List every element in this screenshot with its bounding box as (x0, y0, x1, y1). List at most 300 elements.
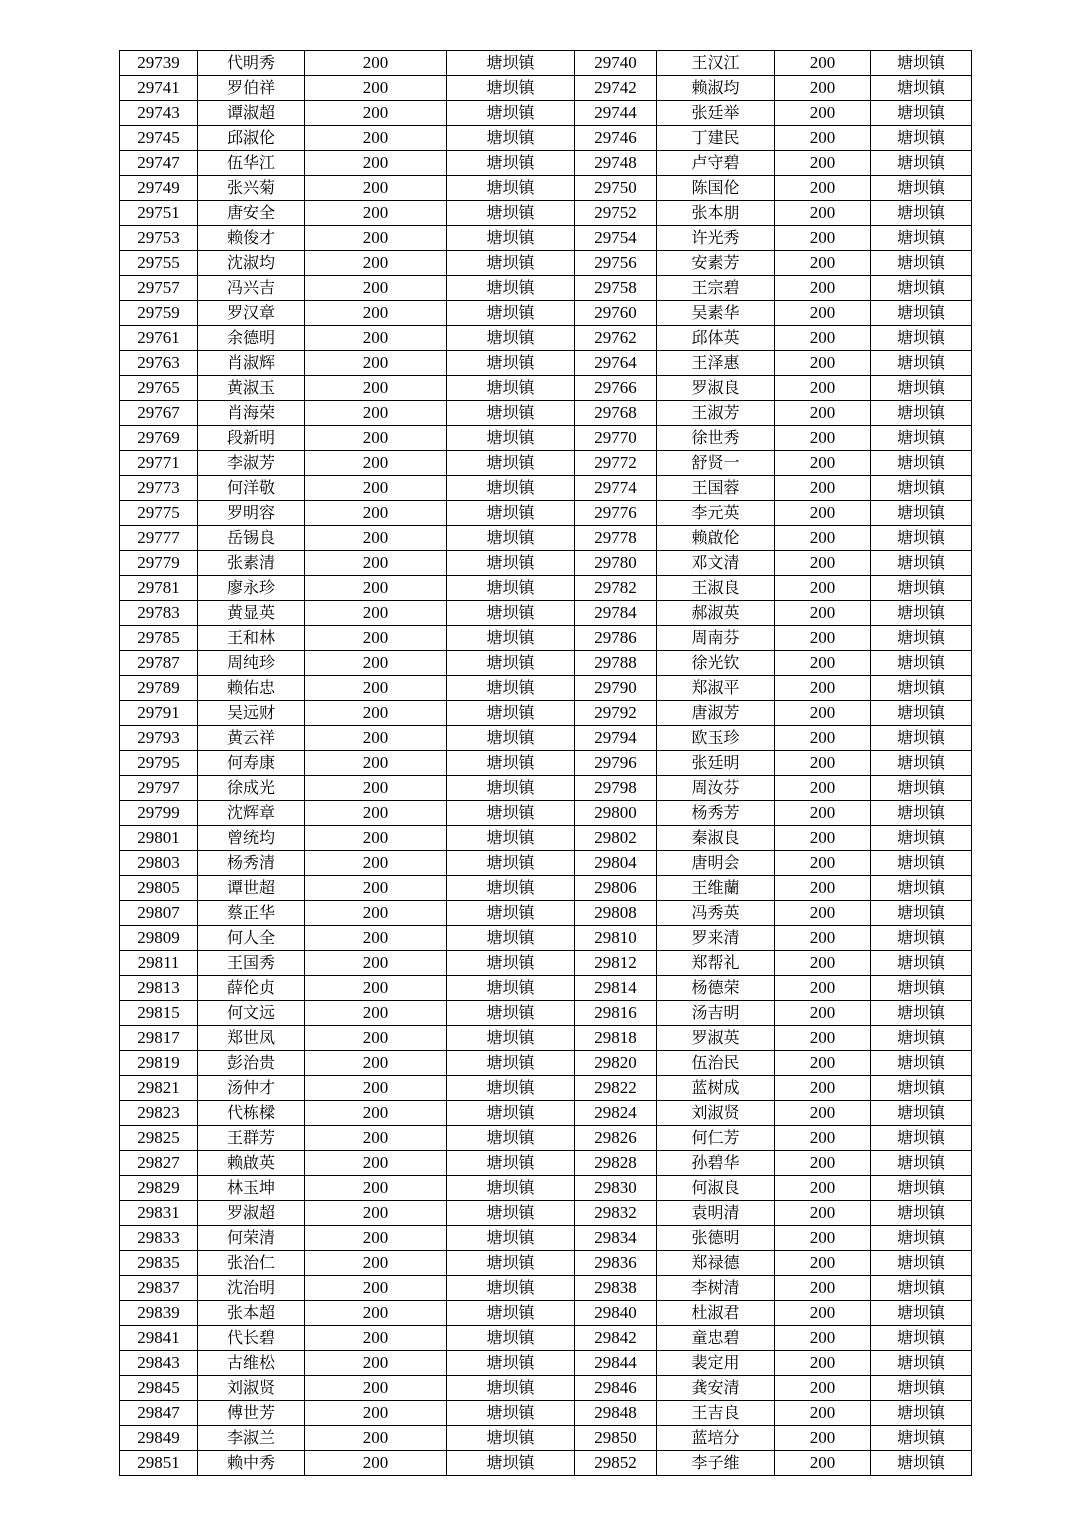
record-id-cell: 29767 (120, 401, 198, 426)
town-name-cell: 塘坝镇 (447, 1251, 575, 1276)
town-name-cell: 塘坝镇 (447, 926, 575, 951)
subsidy-amount-cell: 200 (775, 776, 871, 801)
record-id-cell: 29759 (120, 301, 198, 326)
record-id-cell: 29740 (575, 51, 657, 76)
subsidy-amount-cell: 200 (305, 1401, 447, 1426)
person-name-cell: 卢守碧 (657, 151, 775, 176)
person-name-cell: 孙碧华 (657, 1151, 775, 1176)
person-name-cell: 王维蘭 (657, 876, 775, 901)
table-row (120, 826, 972, 851)
record-id-cell: 29751 (120, 201, 198, 226)
subsidy-amount-cell: 200 (775, 51, 871, 76)
town-name-cell: 塘坝镇 (871, 76, 972, 101)
person-name-cell: 张兴菊 (198, 176, 305, 201)
town-name-cell: 塘坝镇 (447, 301, 575, 326)
record-id-cell: 29757 (120, 276, 198, 301)
subsidy-amount-cell: 200 (775, 1126, 871, 1151)
subsidy-amount-cell: 200 (775, 426, 871, 451)
person-name-cell: 杨秀清 (198, 851, 305, 876)
record-id-cell: 29748 (575, 151, 657, 176)
person-name-cell: 童忠碧 (657, 1326, 775, 1351)
town-name-cell: 塘坝镇 (871, 1051, 972, 1076)
subsidy-amount-cell: 200 (305, 1351, 447, 1376)
person-name-cell: 唐明会 (657, 851, 775, 876)
person-name-cell: 徐成光 (198, 776, 305, 801)
table-row (120, 226, 972, 251)
subsidy-amount-cell: 200 (305, 501, 447, 526)
town-name-cell: 塘坝镇 (447, 976, 575, 1001)
subsidy-amount-cell: 200 (305, 1051, 447, 1076)
person-name-cell: 汤仲才 (198, 1076, 305, 1101)
record-id-cell: 29753 (120, 226, 198, 251)
person-name-cell: 舒贤一 (657, 451, 775, 476)
subsidy-amount-cell: 200 (305, 726, 447, 751)
record-id-cell: 29776 (575, 501, 657, 526)
town-name-cell: 塘坝镇 (447, 1351, 575, 1376)
person-name-cell: 李元英 (657, 501, 775, 526)
record-id-cell: 29841 (120, 1326, 198, 1351)
table-row (120, 1151, 972, 1176)
town-name-cell: 塘坝镇 (871, 1251, 972, 1276)
table-row (120, 926, 972, 951)
person-name-cell: 蓝培分 (657, 1426, 775, 1451)
person-name-cell: 冯兴吉 (198, 276, 305, 301)
town-name-cell: 塘坝镇 (447, 426, 575, 451)
town-name-cell: 塘坝镇 (871, 426, 972, 451)
town-name-cell: 塘坝镇 (447, 776, 575, 801)
table-row (120, 1051, 972, 1076)
subsidy-amount-cell: 200 (775, 1026, 871, 1051)
town-name-cell: 塘坝镇 (447, 1451, 575, 1476)
town-name-cell: 塘坝镇 (447, 276, 575, 301)
table-row (120, 1201, 972, 1226)
record-id-cell: 29794 (575, 726, 657, 751)
record-id-cell: 29788 (575, 651, 657, 676)
subsidy-amount-cell: 200 (305, 451, 447, 476)
town-name-cell: 塘坝镇 (447, 501, 575, 526)
subsidy-amount-cell: 200 (305, 1426, 447, 1451)
table-row (120, 126, 972, 151)
record-id-cell: 29806 (575, 876, 657, 901)
town-name-cell: 塘坝镇 (871, 276, 972, 301)
person-name-cell: 赖佑忠 (198, 676, 305, 701)
subsidy-amount-cell: 200 (305, 1151, 447, 1176)
person-name-cell: 王国蓉 (657, 476, 775, 501)
record-id-cell: 29850 (575, 1426, 657, 1451)
record-id-cell: 29771 (120, 451, 198, 476)
person-name-cell: 沈辉章 (198, 801, 305, 826)
roster-table (119, 50, 972, 1476)
town-name-cell: 塘坝镇 (871, 1201, 972, 1226)
record-id-cell: 29743 (120, 101, 198, 126)
table-row (120, 476, 972, 501)
table-row (120, 901, 972, 926)
person-name-cell: 岳锡良 (198, 526, 305, 551)
record-id-cell: 29769 (120, 426, 198, 451)
person-name-cell: 郑禄德 (657, 1251, 775, 1276)
person-name-cell: 许光秀 (657, 226, 775, 251)
town-name-cell: 塘坝镇 (447, 1101, 575, 1126)
town-name-cell: 塘坝镇 (871, 301, 972, 326)
person-name-cell: 代栋樑 (198, 1101, 305, 1126)
record-id-cell: 29773 (120, 476, 198, 501)
subsidy-amount-cell: 200 (305, 326, 447, 351)
town-name-cell: 塘坝镇 (447, 751, 575, 776)
record-id-cell: 29795 (120, 751, 198, 776)
town-name-cell: 塘坝镇 (447, 351, 575, 376)
town-name-cell: 塘坝镇 (447, 1201, 575, 1226)
subsidy-amount-cell: 200 (775, 1176, 871, 1201)
record-id-cell: 29786 (575, 626, 657, 651)
table-row (120, 626, 972, 651)
subsidy-amount-cell: 200 (305, 151, 447, 176)
table-row (120, 726, 972, 751)
table-row (120, 1176, 972, 1201)
town-name-cell: 塘坝镇 (871, 551, 972, 576)
record-id-cell: 29762 (575, 326, 657, 351)
table-row (120, 651, 972, 676)
person-name-cell: 杜淑君 (657, 1301, 775, 1326)
person-name-cell: 张廷明 (657, 751, 775, 776)
town-name-cell: 塘坝镇 (447, 376, 575, 401)
record-id-cell: 29847 (120, 1401, 198, 1426)
town-name-cell: 塘坝镇 (871, 51, 972, 76)
person-name-cell: 肖海荣 (198, 401, 305, 426)
person-name-cell: 李子维 (657, 1451, 775, 1476)
person-name-cell: 周汝芬 (657, 776, 775, 801)
person-name-cell: 唐安全 (198, 201, 305, 226)
town-name-cell: 塘坝镇 (871, 351, 972, 376)
town-name-cell: 塘坝镇 (871, 1426, 972, 1451)
table-row (120, 776, 972, 801)
person-name-cell: 黄淑玉 (198, 376, 305, 401)
record-id-cell: 29813 (120, 976, 198, 1001)
record-id-cell: 29782 (575, 576, 657, 601)
town-name-cell: 塘坝镇 (447, 1276, 575, 1301)
record-id-cell: 29851 (120, 1451, 198, 1476)
record-id-cell: 29824 (575, 1101, 657, 1126)
table-row (120, 1301, 972, 1326)
town-name-cell: 塘坝镇 (871, 876, 972, 901)
town-name-cell: 塘坝镇 (447, 1176, 575, 1201)
record-id-cell: 29779 (120, 551, 198, 576)
subsidy-amount-cell: 200 (305, 1326, 447, 1351)
subsidy-amount-cell: 200 (305, 1451, 447, 1476)
person-name-cell: 赖俊才 (198, 226, 305, 251)
person-name-cell: 何寿康 (198, 751, 305, 776)
person-name-cell: 赖中秀 (198, 1451, 305, 1476)
town-name-cell: 塘坝镇 (871, 1101, 972, 1126)
record-id-cell: 29755 (120, 251, 198, 276)
person-name-cell: 何荣清 (198, 1226, 305, 1251)
table-row (120, 1451, 972, 1476)
person-name-cell: 邱体英 (657, 326, 775, 351)
record-id-cell: 29815 (120, 1001, 198, 1026)
person-name-cell: 何淑良 (657, 1176, 775, 1201)
table-row (120, 401, 972, 426)
table-row (120, 801, 972, 826)
record-id-cell: 29821 (120, 1076, 198, 1101)
town-name-cell: 塘坝镇 (871, 951, 972, 976)
subsidy-amount-cell: 200 (775, 176, 871, 201)
record-id-cell: 29752 (575, 201, 657, 226)
table-row (120, 1101, 972, 1126)
record-id-cell: 29839 (120, 1301, 198, 1326)
record-id-cell: 29781 (120, 576, 198, 601)
table-row (120, 601, 972, 626)
record-id-cell: 29819 (120, 1051, 198, 1076)
table-row (120, 951, 972, 976)
subsidy-amount-cell: 200 (305, 101, 447, 126)
record-id-cell: 29832 (575, 1201, 657, 1226)
subsidy-amount-cell: 200 (305, 201, 447, 226)
record-id-cell: 29766 (575, 376, 657, 401)
table-row (120, 1001, 972, 1026)
town-name-cell: 塘坝镇 (447, 601, 575, 626)
record-id-cell: 29787 (120, 651, 198, 676)
subsidy-amount-cell: 200 (775, 676, 871, 701)
record-id-cell: 29826 (575, 1126, 657, 1151)
record-id-cell: 29744 (575, 101, 657, 126)
town-name-cell: 塘坝镇 (447, 551, 575, 576)
subsidy-amount-cell: 200 (305, 926, 447, 951)
record-id-cell: 29827 (120, 1151, 198, 1176)
town-name-cell: 塘坝镇 (871, 1001, 972, 1026)
person-name-cell: 徐世秀 (657, 426, 775, 451)
person-name-cell: 王吉良 (657, 1401, 775, 1426)
record-id-cell: 29810 (575, 926, 657, 951)
town-name-cell: 塘坝镇 (871, 501, 972, 526)
record-id-cell: 29808 (575, 901, 657, 926)
record-id-cell: 29807 (120, 901, 198, 926)
subsidy-amount-cell: 200 (775, 1201, 871, 1226)
record-id-cell: 29770 (575, 426, 657, 451)
person-name-cell: 杨秀芳 (657, 801, 775, 826)
record-id-cell: 29803 (120, 851, 198, 876)
town-name-cell: 塘坝镇 (447, 201, 575, 226)
subsidy-amount-cell: 200 (775, 951, 871, 976)
person-name-cell: 张本朋 (657, 201, 775, 226)
record-id-cell: 29845 (120, 1376, 198, 1401)
record-id-cell: 29818 (575, 1026, 657, 1051)
person-name-cell: 罗来清 (657, 926, 775, 951)
person-name-cell: 王和林 (198, 626, 305, 651)
record-id-cell: 29798 (575, 776, 657, 801)
record-id-cell: 29754 (575, 226, 657, 251)
person-name-cell: 赖啟伦 (657, 526, 775, 551)
subsidy-amount-cell: 200 (775, 351, 871, 376)
table-row (120, 1076, 972, 1101)
person-name-cell: 罗伯祥 (198, 76, 305, 101)
person-name-cell: 安素芳 (657, 251, 775, 276)
town-name-cell: 塘坝镇 (871, 1401, 972, 1426)
table-row (120, 251, 972, 276)
person-name-cell: 龚安清 (657, 1376, 775, 1401)
record-id-cell: 29805 (120, 876, 198, 901)
person-name-cell: 代长碧 (198, 1326, 305, 1351)
person-name-cell: 曾统均 (198, 826, 305, 851)
table-row (120, 976, 972, 1001)
table-row (120, 301, 972, 326)
town-name-cell: 塘坝镇 (447, 101, 575, 126)
subsidy-amount-cell: 200 (775, 526, 871, 551)
town-name-cell: 塘坝镇 (871, 826, 972, 851)
person-name-cell: 吴素华 (657, 301, 775, 326)
table-row (120, 526, 972, 551)
town-name-cell: 塘坝镇 (447, 476, 575, 501)
person-name-cell: 肖淑辉 (198, 351, 305, 376)
subsidy-amount-cell: 200 (305, 401, 447, 426)
record-id-cell: 29820 (575, 1051, 657, 1076)
town-name-cell: 塘坝镇 (871, 1451, 972, 1476)
record-id-cell: 29843 (120, 1351, 198, 1376)
person-name-cell: 罗汉章 (198, 301, 305, 326)
person-name-cell: 张素清 (198, 551, 305, 576)
table-row (120, 451, 972, 476)
table-row (120, 351, 972, 376)
subsidy-amount-cell: 200 (305, 251, 447, 276)
town-name-cell: 塘坝镇 (871, 1351, 972, 1376)
town-name-cell: 塘坝镇 (871, 976, 972, 1001)
record-id-cell: 29789 (120, 676, 198, 701)
subsidy-amount-cell: 200 (775, 726, 871, 751)
person-name-cell: 吴远财 (198, 701, 305, 726)
record-id-cell: 29842 (575, 1326, 657, 1351)
subsidy-amount-cell: 200 (305, 826, 447, 851)
town-name-cell: 塘坝镇 (871, 126, 972, 151)
subsidy-amount-cell: 200 (305, 701, 447, 726)
town-name-cell: 塘坝镇 (871, 776, 972, 801)
town-name-cell: 塘坝镇 (447, 401, 575, 426)
town-name-cell: 塘坝镇 (447, 1026, 575, 1051)
subsidy-amount-cell: 200 (775, 1301, 871, 1326)
person-name-cell: 沈淑均 (198, 251, 305, 276)
record-id-cell: 29746 (575, 126, 657, 151)
record-id-cell: 29777 (120, 526, 198, 551)
town-name-cell: 塘坝镇 (447, 326, 575, 351)
person-name-cell: 唐淑芳 (657, 701, 775, 726)
record-id-cell: 29761 (120, 326, 198, 351)
subsidy-amount-cell: 200 (775, 1076, 871, 1101)
record-id-cell: 29812 (575, 951, 657, 976)
record-id-cell: 29760 (575, 301, 657, 326)
town-name-cell: 塘坝镇 (871, 1376, 972, 1401)
record-id-cell: 29774 (575, 476, 657, 501)
subsidy-amount-cell: 200 (305, 1201, 447, 1226)
person-name-cell: 汤吉明 (657, 1001, 775, 1026)
subsidy-amount-cell: 200 (305, 776, 447, 801)
record-id-cell: 29790 (575, 676, 657, 701)
subsidy-amount-cell: 200 (305, 1376, 447, 1401)
person-name-cell: 谭世超 (198, 876, 305, 901)
record-id-cell: 29741 (120, 76, 198, 101)
table-row (120, 176, 972, 201)
person-name-cell: 赖啟英 (198, 1151, 305, 1176)
record-id-cell: 29822 (575, 1076, 657, 1101)
town-name-cell: 塘坝镇 (447, 226, 575, 251)
person-name-cell: 黄显英 (198, 601, 305, 626)
record-id-cell: 29823 (120, 1101, 198, 1126)
subsidy-amount-cell: 200 (775, 376, 871, 401)
subsidy-amount-cell: 200 (305, 276, 447, 301)
town-name-cell: 塘坝镇 (871, 601, 972, 626)
person-name-cell: 古维松 (198, 1351, 305, 1376)
subsidy-amount-cell: 200 (305, 1001, 447, 1026)
table-row (120, 1026, 972, 1051)
table-row (120, 101, 972, 126)
record-id-cell: 29758 (575, 276, 657, 301)
person-name-cell: 周纯珍 (198, 651, 305, 676)
record-id-cell: 29849 (120, 1426, 198, 1451)
town-name-cell: 塘坝镇 (871, 226, 972, 251)
person-name-cell: 邱淑伦 (198, 126, 305, 151)
record-id-cell: 29833 (120, 1226, 198, 1251)
person-name-cell: 赖淑均 (657, 76, 775, 101)
subsidy-amount-cell: 200 (305, 751, 447, 776)
town-name-cell: 塘坝镇 (871, 651, 972, 676)
town-name-cell: 塘坝镇 (871, 476, 972, 501)
subsidy-amount-cell: 200 (775, 876, 871, 901)
person-name-cell: 李淑兰 (198, 1426, 305, 1451)
subsidy-amount-cell: 200 (775, 1401, 871, 1426)
subsidy-amount-cell: 200 (305, 526, 447, 551)
subsidy-amount-cell: 200 (775, 1276, 871, 1301)
subsidy-amount-cell: 200 (305, 176, 447, 201)
table-row (120, 1426, 972, 1451)
record-id-cell: 29825 (120, 1126, 198, 1151)
record-id-cell: 29742 (575, 76, 657, 101)
record-id-cell: 29830 (575, 1176, 657, 1201)
record-id-cell: 29836 (575, 1251, 657, 1276)
subsidy-amount-cell: 200 (305, 1126, 447, 1151)
table-row (120, 1376, 972, 1401)
town-name-cell: 塘坝镇 (447, 1426, 575, 1451)
table-row (120, 1126, 972, 1151)
record-id-cell: 29793 (120, 726, 198, 751)
person-name-cell: 袁明清 (657, 1201, 775, 1226)
subsidy-amount-cell: 200 (775, 801, 871, 826)
person-name-cell: 欧玉珍 (657, 726, 775, 751)
record-id-cell: 29834 (575, 1226, 657, 1251)
town-name-cell: 塘坝镇 (447, 676, 575, 701)
subsidy-amount-cell: 200 (775, 701, 871, 726)
subsidy-amount-cell: 200 (775, 251, 871, 276)
subsidy-amount-cell: 200 (305, 551, 447, 576)
town-name-cell: 塘坝镇 (871, 626, 972, 651)
table-row (120, 1401, 972, 1426)
town-name-cell: 塘坝镇 (447, 726, 575, 751)
town-name-cell: 塘坝镇 (871, 1151, 972, 1176)
subsidy-amount-cell: 200 (775, 1426, 871, 1451)
person-name-cell: 王国秀 (198, 951, 305, 976)
person-name-cell: 陈国伦 (657, 176, 775, 201)
subsidy-amount-cell: 200 (305, 426, 447, 451)
table-row (120, 501, 972, 526)
record-id-cell: 29784 (575, 601, 657, 626)
subsidy-amount-cell: 200 (305, 476, 447, 501)
person-name-cell: 彭治贵 (198, 1051, 305, 1076)
person-name-cell: 何文远 (198, 1001, 305, 1026)
subsidy-amount-cell: 200 (305, 76, 447, 101)
person-name-cell: 王群芳 (198, 1126, 305, 1151)
record-id-cell: 29844 (575, 1351, 657, 1376)
subsidy-amount-cell: 200 (775, 201, 871, 226)
person-name-cell: 郝淑英 (657, 601, 775, 626)
town-name-cell: 塘坝镇 (871, 1226, 972, 1251)
town-name-cell: 塘坝镇 (447, 1151, 575, 1176)
record-id-cell: 29791 (120, 701, 198, 726)
town-name-cell: 塘坝镇 (871, 751, 972, 776)
